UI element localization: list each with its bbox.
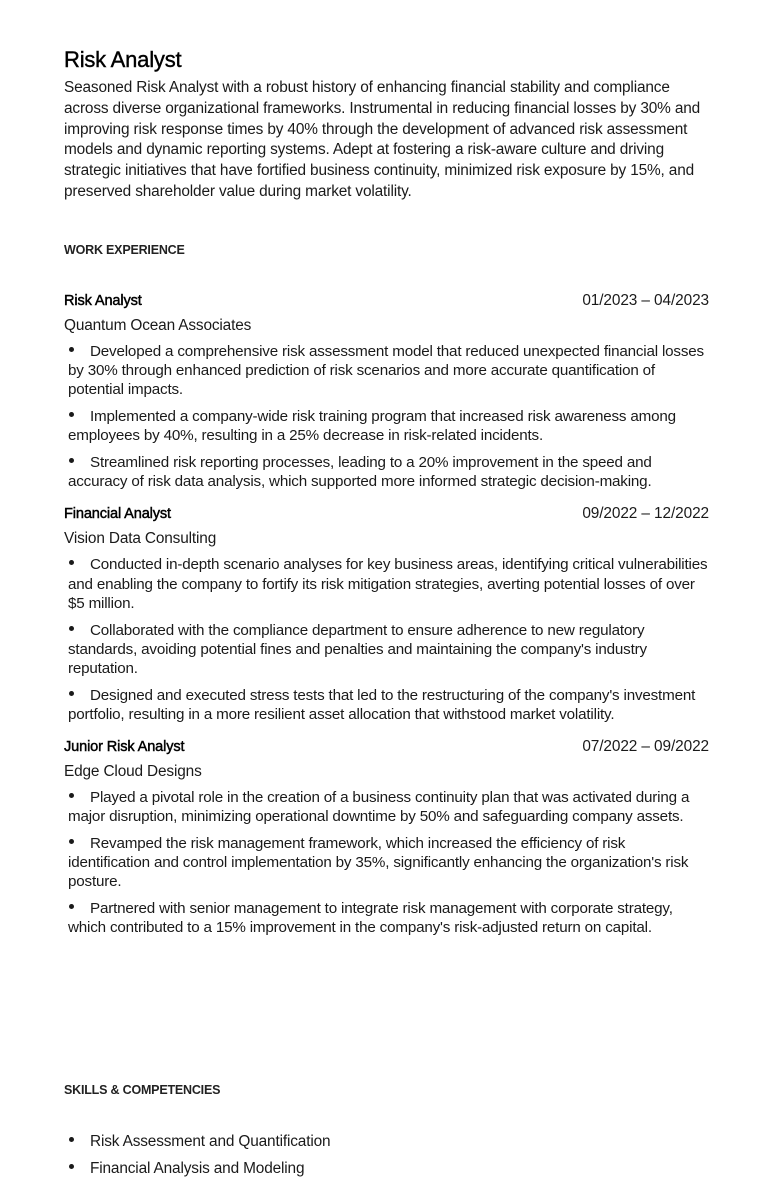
job-header	[64, 738, 709, 760]
bullet-text: Collaborated with the compliance department to ensure adherence to new regulatory standards, avoiding potential fines and penalties and maintaining the company's industry reputation.	[68, 621, 647, 677]
job-bullet	[68, 453, 709, 491]
section-title-work-experience: WORK EXPERIENCE	[64, 243, 185, 257]
skill-item	[68, 1128, 330, 1155]
bullet-text: Revamped the risk management framework, which increased the efficiency of risk identification and control implementation by 35%, significantly enhancing the organization's risk posture.	[68, 834, 689, 891]
professional-summary: Seasoned Risk Analyst with a robust history of enhancing financial stability and compliance across diverse organizational frameworks. Instrumental in reducing financial losses by 30% and improving risk response times by 40% through the development of advanced risk assessment models and dynamic reporting systems. Adept at fostering a risk-aware culture and driving strategic initiatives that have fortified business continuity, minimized risk exposure by 15%, and preserved shareholder value during market volatility.	[64, 79, 701, 200]
bullet-text: Designed and executed stress tests that led to the restructuring of the company's investment portfolio, resulting in a more resilient asset allocation that withstood market volatility.	[68, 686, 696, 723]
job-bullet	[68, 555, 709, 613]
job-bullets	[68, 342, 709, 491]
job-bullet	[68, 621, 709, 679]
job-company: Vision Data Consulting	[64, 530, 217, 548]
skill-text: Financial Analysis and Modeling	[90, 1160, 305, 1177]
bullet-text: Developed a comprehensive risk assessment model that reduced unexpected financial losses by 30% through enhanced prediction of risk scenarios and more accurate quantification of potential impacts.	[68, 343, 704, 399]
job-title: Financial Analyst	[64, 506, 171, 523]
work-experience-list	[64, 292, 709, 951]
job-dates: 01/2023 – 04/2023	[582, 292, 709, 309]
job-dates: 09/2022 – 12/2022	[582, 505, 709, 523]
job-bullet	[68, 834, 709, 892]
job-header	[64, 292, 709, 314]
job-bullet	[68, 407, 709, 445]
job-bullet	[68, 342, 709, 400]
skill-text: Risk Assessment and Quantification	[90, 1133, 331, 1150]
job-bullet	[68, 686, 709, 724]
bullet-text: Conducted in-depth scenario analyses for key business areas, identifying critical vulnerabilities and enabling the company to fortify its risk mitigation strategies, averting potential losses of over $5 million.	[68, 556, 708, 612]
job-entry	[64, 738, 709, 937]
job-bullets	[68, 555, 709, 724]
bullet-text: Partnered with senior management to integrate risk management with corporate strategy, which contributed to a 15% improvement in the company's risk-adjusted return on capital.	[68, 900, 673, 937]
job-dates: 07/2022 – 09/2022	[582, 738, 709, 756]
bullet-text: Streamlined risk reporting processes, leading to a 20% improvement in the speed and accuracy of risk data analysis, which supported more informed strategic decision-making.	[68, 454, 652, 491]
skills-list	[68, 1128, 330, 1182]
job-entry	[64, 292, 709, 491]
section-title-skills: SKILLS & COMPETENCIES	[64, 1083, 221, 1097]
resume-page	[64, 46, 709, 1177]
job-company: Quantum Ocean Associates	[64, 317, 252, 334]
job-title: Risk Analyst	[64, 293, 142, 309]
job-entry	[64, 505, 709, 724]
job-title: Junior Risk Analyst	[64, 739, 185, 756]
skill-item	[68, 1155, 330, 1182]
resume-title: Risk Analyst	[64, 47, 182, 72]
job-header	[64, 505, 709, 527]
job-company: Edge Cloud Designs	[64, 763, 202, 781]
job-bullet	[68, 788, 709, 826]
bullet-text: Implemented a company-wide risk training program that increased risk awareness among employees by 40%, resulting in a 25% decrease in risk-related incidents.	[68, 408, 676, 445]
job-bullets	[68, 788, 709, 937]
bullet-text: Played a pivotal role in the creation of a business continuity plan that was activated during a major disruption, minimizing operational downtime by 50% and safeguarding company assets.	[68, 789, 690, 826]
job-bullet	[68, 899, 709, 937]
